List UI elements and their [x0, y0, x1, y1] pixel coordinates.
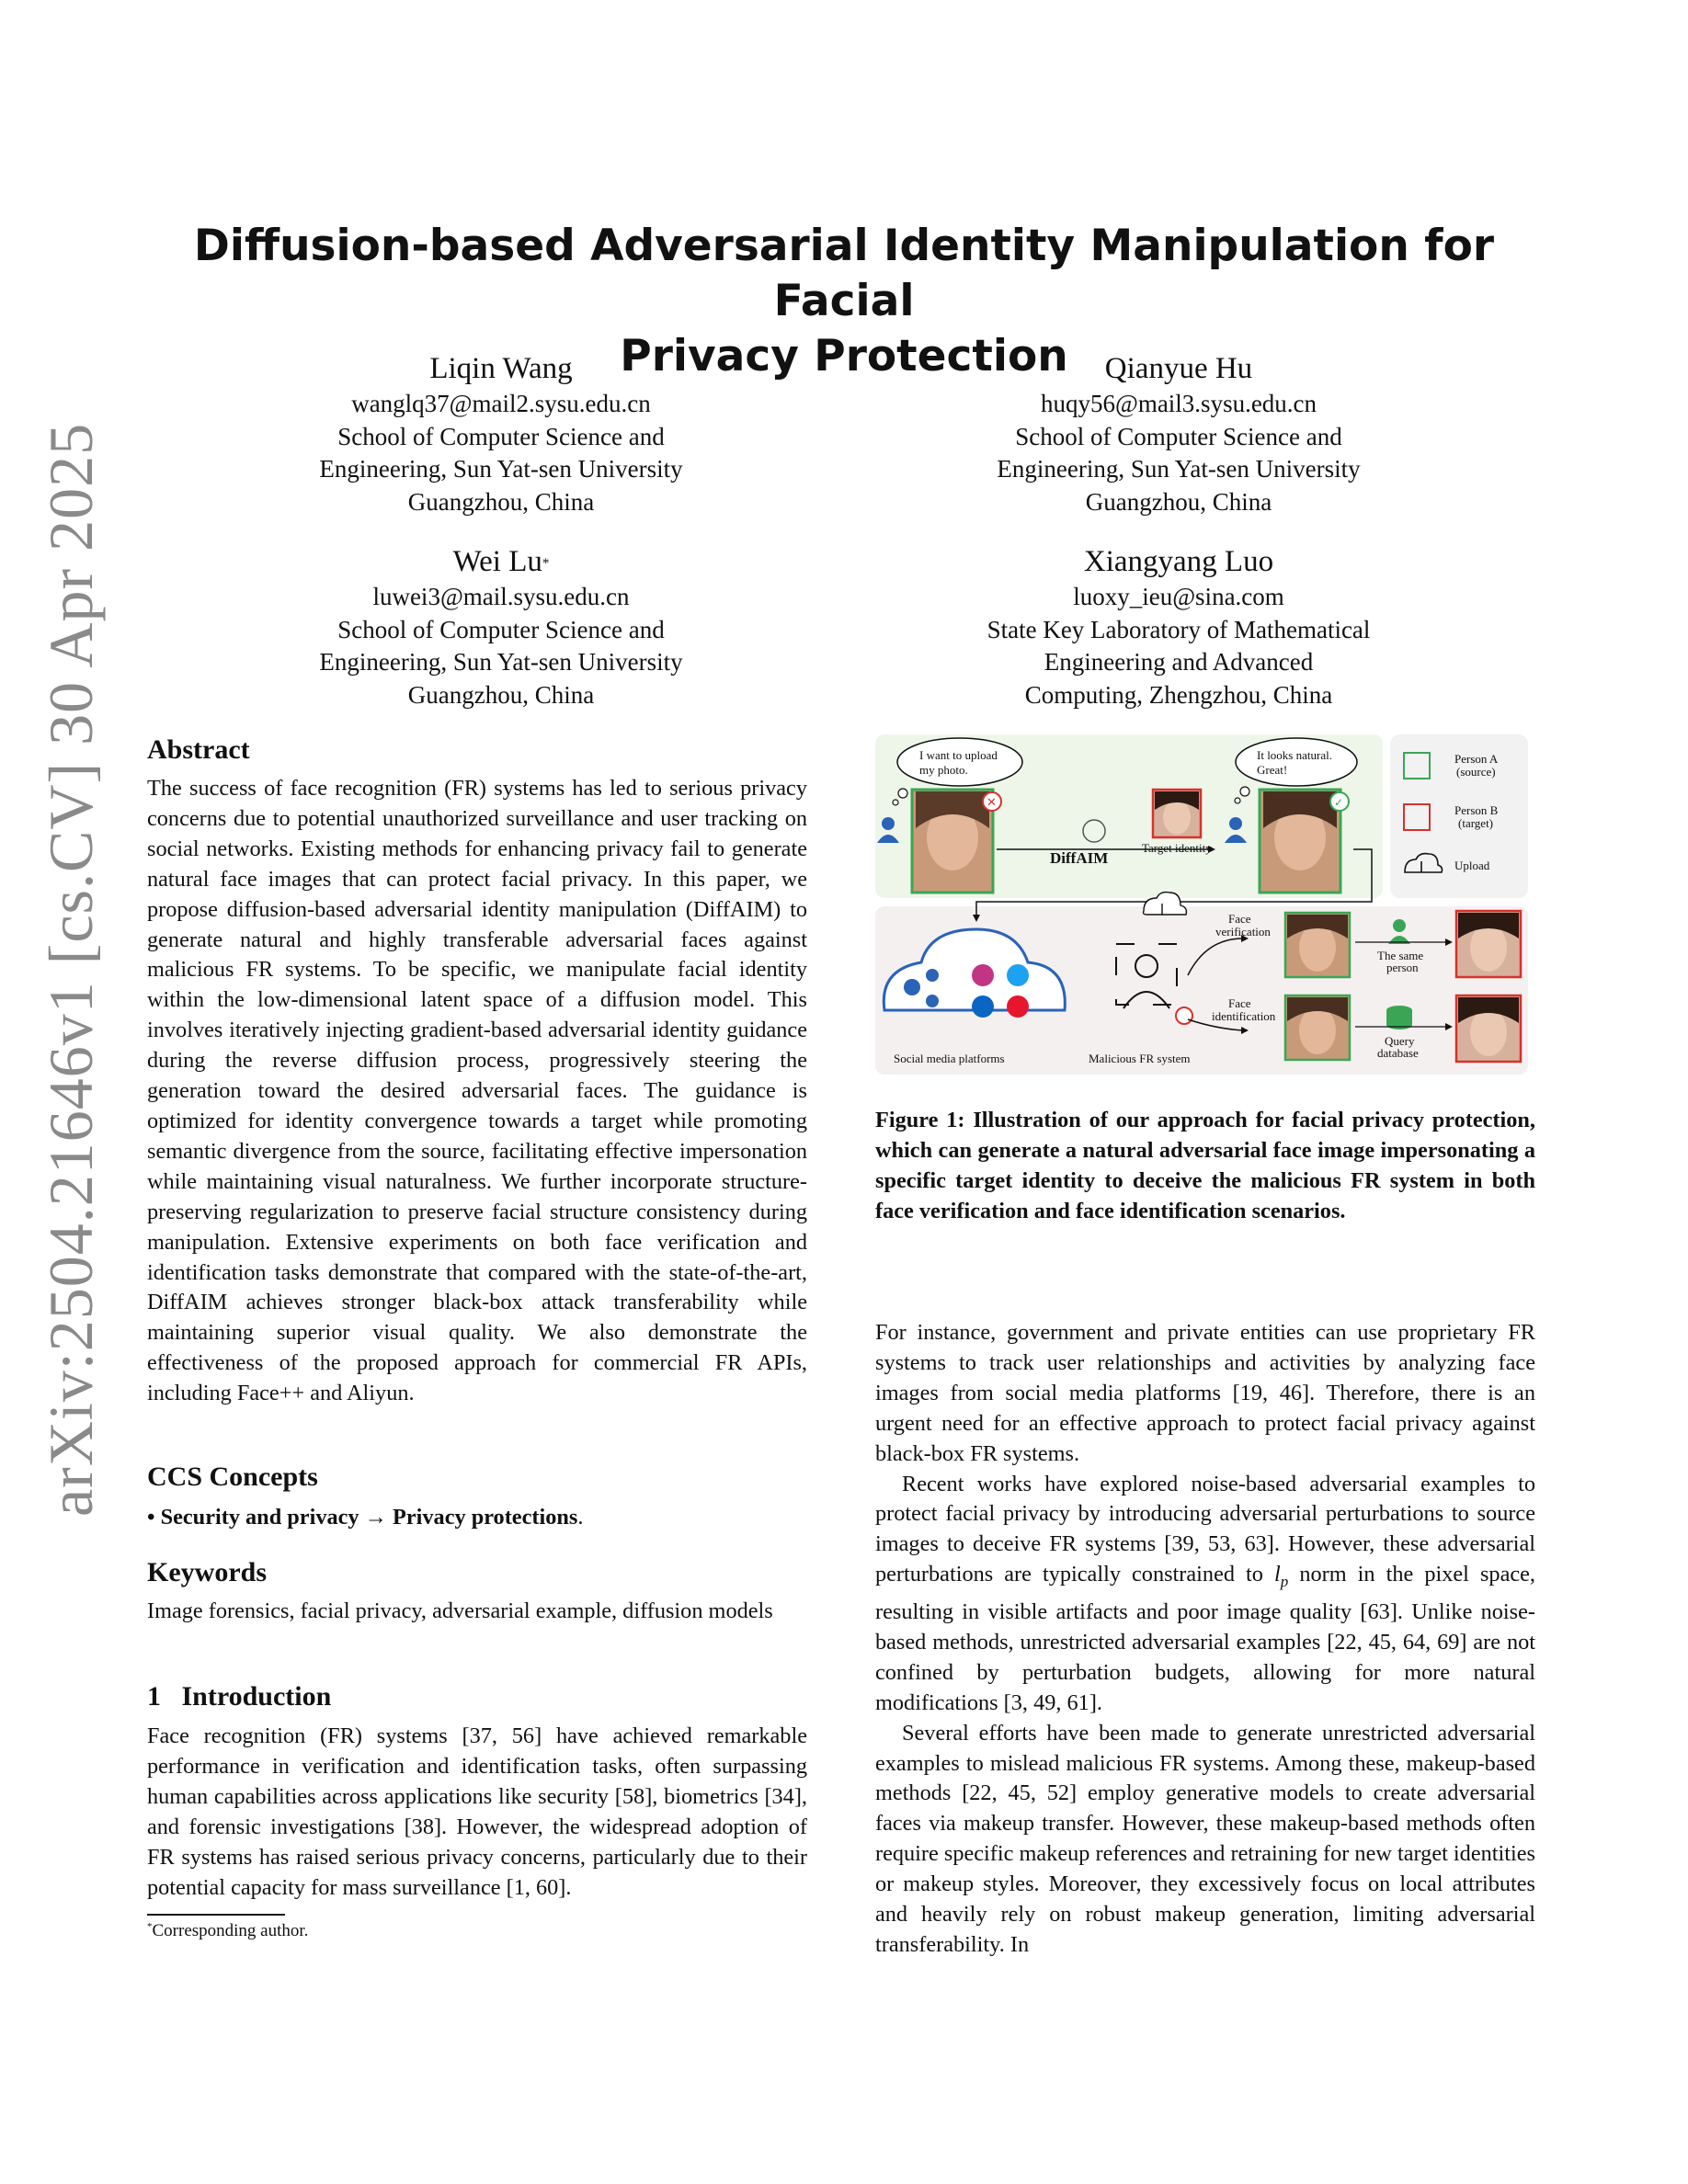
same-person-label: The same: [1377, 949, 1424, 962]
legend-label: (source): [1456, 765, 1496, 779]
author-affiliation: Engineering, Sun Yat-sen University: [997, 455, 1361, 483]
svg-text:✕: ✕: [987, 796, 997, 810]
legend-label: Upload: [1454, 859, 1490, 872]
bubble-left-line-2: my photo.: [919, 763, 968, 777]
ccs-heading: CCS Concepts: [147, 1462, 318, 1492]
target-face: [1142, 790, 1212, 855]
legend-label: Person A: [1454, 752, 1499, 766]
author-email: luoxy_ieu@sina.com: [1073, 583, 1284, 610]
author-email: huqy56@mail3.sysu.edu.cn: [1040, 390, 1317, 417]
target-face-identification: [1456, 995, 1521, 1062]
face-identification-label: identification: [1212, 1009, 1276, 1023]
keywords-heading: Keywords: [147, 1557, 267, 1587]
author-affiliation: State Key Laboratory of Mathematical: [987, 615, 1371, 643]
author-affiliation: School of Computer Science and: [1015, 422, 1342, 450]
intro-text: Face recognition (FR) systems [37, 56] have achieved remarkable performance in verification and identification tasks, often surpassing human capabilities across applications like security [58], biometrics [34], and forensic investigations [38]. However, the widespread adoption of FR systems has raised serious privacy concerns, particularly due to their potential capacity for mass surveillance [1, 60].: [147, 1723, 807, 1900]
legend-label: Person B: [1454, 803, 1499, 817]
figure-caption: Figure 1: Illustration of our approach for facial privacy protection, which can generate a natural adversarial face image impersonating a specific target identity to deceive the malicious FR system in both face verification and face identification scenarios.: [875, 1108, 1535, 1223]
title-line-2: Privacy Protection: [620, 331, 1068, 381]
diffaim-label: DiffAIM: [1050, 849, 1109, 867]
author-affiliation: Guangzhou, China: [407, 487, 595, 516]
author-block-3: [225, 542, 777, 711]
footnote: *Corresponding author.: [147, 1921, 309, 1940]
face-verification-label: verification: [1215, 925, 1271, 938]
twitter-icon: [1007, 964, 1029, 986]
figure-1: [875, 734, 1528, 1075]
ccs-concepts: • Security and privacy → Privacy protections.: [147, 1505, 584, 1530]
query-database-label: database: [1377, 1046, 1419, 1060]
author-block-4: [903, 542, 1454, 711]
author-affiliation: Guangzhou, China: [407, 680, 595, 709]
bubble-right-line-1: It looks natural.: [1257, 748, 1332, 762]
footnote-rule: [147, 1914, 285, 1916]
abstract-heading: Abstract: [147, 734, 250, 765]
malicious-fr-label: Malicious FR system: [1089, 1052, 1191, 1065]
svg-text:✓: ✓: [1334, 796, 1344, 809]
author-affiliation: Engineering, Sun Yat-sen University: [319, 455, 683, 483]
author-name: Xiangyang Luo: [1083, 545, 1274, 578]
keywords-text: Image forensics, facial privacy, adversarial example, diffusion models: [147, 1598, 773, 1623]
author-affiliation: Engineering and Advanced: [1044, 648, 1314, 676]
adversarial-face-verification: [1285, 913, 1350, 977]
arxiv-sidebar-id: arXiv:2504.21646v1 [cs.CV] 30 Apr 2025: [36, 422, 106, 1517]
paragraph: Recent works have explored noise-based adversarial examples to protect facial privacy by introducing adversarial perturbations to source images to deceive FR systems [39, 53, 63]. However, these adversarial perturbations are typically constrained to $l_p$ norm in the pixel space, resulting in visible artifacts and poor image quality [63]. Unlike noise-based methods, unrestricted adversarial examples [22, 45, 64, 69] are not confined by perturbation budgets, allowing for more natural modifications [3, 49, 61].: [875, 1471, 1536, 1715]
author-affiliation: Engineering, Sun Yat-sen University: [319, 648, 683, 676]
author-block-1: [225, 349, 777, 518]
bubble-right-line-2: Great!: [1257, 763, 1288, 777]
adversarial-face-identification: [1285, 995, 1350, 1060]
bubble-left-line-1: I want to upload: [919, 748, 998, 762]
instagram-icon: [972, 964, 994, 986]
author-affiliation: Computing, Zhengzhou, China: [1024, 680, 1333, 709]
author-name: Qianyue Hu: [1104, 352, 1253, 385]
paragraph: Several efforts have been made to generate unrestricted adversarial examples to mislead malicious FR systems. Among these, makeup-based methods [22, 45, 52] employ generative models to create adversarial faces via makeup transfer. However, these makeup-based methods often require specific makeup references and retraining for new target identities or makeup styles. Moreover, they excessively focus on local attributes and heavily rely on robust makeup generation, limiting adversarial transferability. In: [875, 1720, 1536, 1957]
linkedin-icon: [972, 995, 994, 1018]
database-icon: [1386, 1006, 1412, 1029]
target-face-verification: [1456, 911, 1521, 977]
social-media-label: Social media platforms: [894, 1052, 1005, 1065]
author-affiliation: Guangzhou, China: [1085, 487, 1272, 516]
author-block-2: [903, 349, 1454, 518]
face-identification-label: Face: [1228, 996, 1251, 1010]
same-person-label: person: [1386, 961, 1419, 974]
face-verification-label: Face: [1228, 912, 1251, 926]
weibo-icon: [1007, 995, 1029, 1018]
author-name: Liqin Wang: [429, 352, 573, 385]
author-name: Wei Lu*: [452, 545, 550, 578]
author-affiliation: School of Computer Science and: [337, 422, 665, 450]
source-face-left: [912, 790, 1001, 893]
right-column-text: [875, 1318, 1535, 1961]
abstract-text: The success of face recognition (FR) systems has led to serious privacy concerns due to potential unauthorized surveillance and user tracking on social networks. Existing methods for enhancing privacy fail to generate natural face images that can protect facial privacy. In this paper, we propose diffusion-based adversarial identity manipulation (DiffAIM) to generate natural and highly transferable adversarial faces against malicious FR systems. To be specific, we manipulate facial identity within the low-dimensional latent space of a diffusion model. This involves iteratively injecting gradient-based adversarial identity guidance during the reverse diffusion process, progressively steering the generation toward the desired adversarial faces. The guidance is optimized for identity convergence towards a target while promoting semantic divergence from the source, facilitating effective impersonation while maintaining visual naturalness. We further incorporate structure-preserving regularization to preserve facial structure consistency during manipulation. Extensive experiments on both face verification and identification tasks demonstrate that compared with the state-of-the-art, DiffAIM achieves stronger black-box attack transferability while maintaining superior visual quality. We also demonstrate the effectiveness of the proposed approach for commercial FR APIs, including Face++ and Aliyun.: [147, 776, 807, 1406]
author-email: luwei3@mail.sysu.edu.cn: [372, 583, 630, 610]
paragraph: For instance, government and private entities can use proprietary FR systems to track user relationships and activities by analyzing face images from social media platforms [19, 46]. Therefore, there is an urgent need for an effective approach to protect facial privacy against black-box FR systems.: [875, 1320, 1535, 1466]
corresponding-mark: *: [542, 556, 550, 571]
query-database-label: Query: [1385, 1034, 1415, 1048]
legend-label: (target): [1458, 816, 1494, 830]
author-email: wanglq37@mail2.sysu.edu.cn: [351, 390, 651, 417]
intro-heading: 1 Introduction: [147, 1681, 332, 1712]
author-affiliation: School of Computer Science and: [337, 615, 665, 643]
adversarial-face-top: [1260, 790, 1349, 893]
title-line-1: Diffusion-based Adversarial Identity Manipulation for Facial: [193, 221, 1495, 326]
target-identity-label: Target identity: [1142, 841, 1212, 855]
